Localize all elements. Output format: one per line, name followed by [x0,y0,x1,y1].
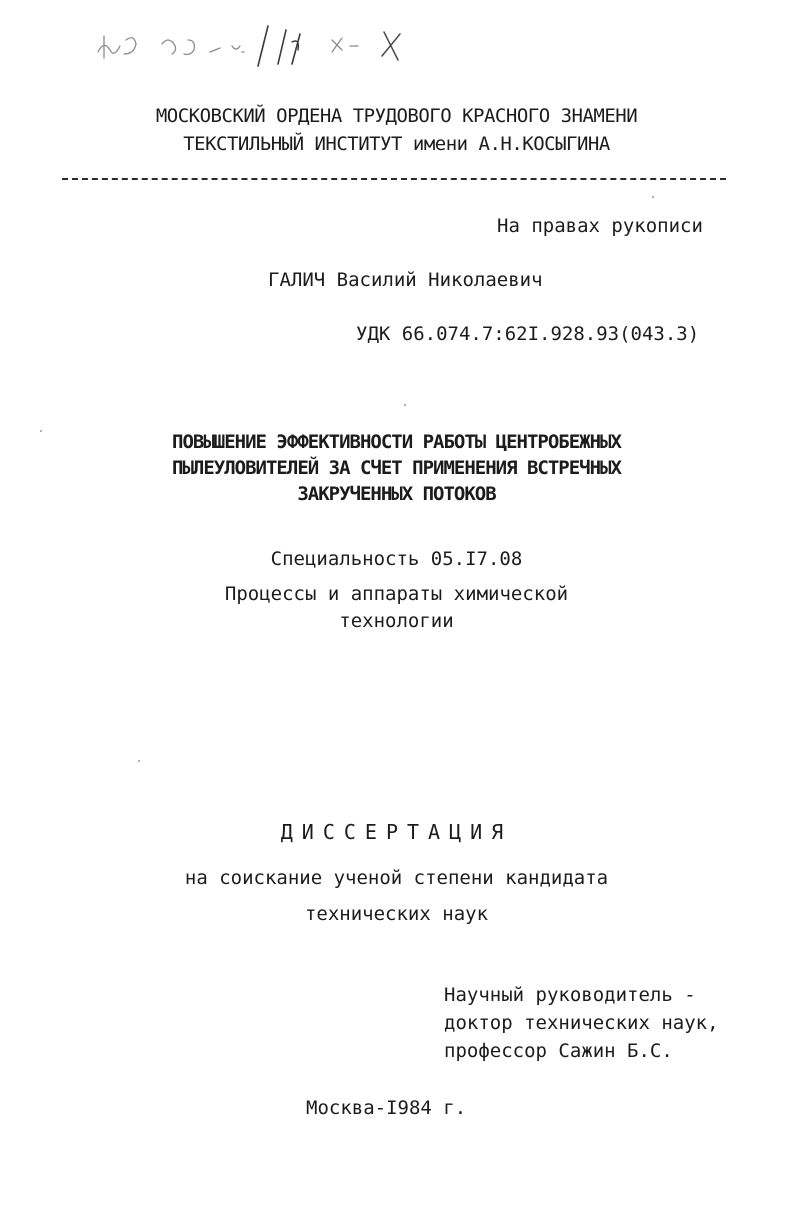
advisor-line-2: доктор технических наук, [444,1012,719,1034]
degree-line-2: технических наук [304,903,489,925]
scan-speck [138,760,140,762]
specialty-code: Специальность 05.I7.08 [270,548,523,570]
handwritten-archive-mark [92,22,422,72]
scan-speck [652,196,654,198]
dissertation-heading: ДИССЕРТАЦИЯ [280,820,513,844]
specialty-name-line-1: Процессы и аппараты химической [224,583,569,605]
institute-name-line-2: ТЕКСТИЛЬНЫЙ ИНСТИТУТ имени А.Н.КОСЫГИНА [183,133,610,155]
thesis-title-line-2: ПЫЛЕУЛОВИТЕЛЕЙ ЗА СЧЕТ ПРИМЕНЕНИЯ ВСТРЕЧНЫХ [172,457,621,479]
scan-speck [40,430,42,432]
specialty-name-line-2: технологии [339,610,454,632]
udc-code: УДК 66.074.7:62I.928.93(043.3) [356,323,700,345]
author-name: ГАЛИЧ Василий Николаевич [268,269,543,291]
institute-name-line-1: МОСКОВСКИЙ ОРДЕНА ТРУДОВОГО КРАСНОГО ЗНАМЕНИ [155,105,638,127]
place-and-year: Москва-I984 г. [306,1097,467,1119]
degree-line-1: на соискание ученой степени кандидата [184,867,609,889]
scan-speck [404,404,406,406]
header-divider [62,178,726,180]
rights-notice: На правах рукописи [497,215,703,237]
advisor-line-1: Научный руководитель - [444,984,696,1006]
thesis-title-line-3: ЗАКРУЧЕННЫХ ПОТОКОВ [297,483,496,505]
advisor-line-3: профессор Сажин Б.С. [444,1040,673,1062]
thesis-title-line-1: ПОВЫШЕНИЕ ЭФФЕКТИВНОСТИ РАБОТЫ ЦЕНТРОБЕЖНЫХ [172,431,621,453]
